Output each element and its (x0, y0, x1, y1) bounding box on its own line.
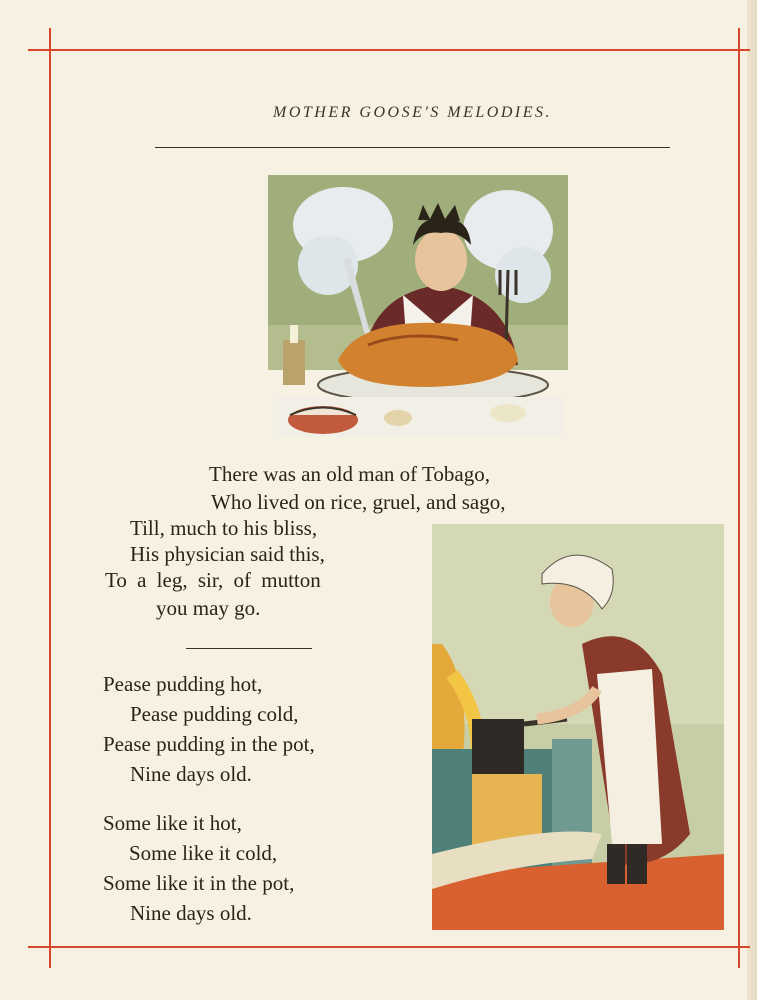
verse1-line1: There was an old man of Tobago, (209, 462, 490, 486)
border-left (49, 28, 51, 968)
illustration-old-man-carving (268, 175, 568, 445)
verse2-line1: Pease pudding hot, (103, 672, 263, 696)
section-divider (186, 648, 312, 649)
verse1-line6: you may go. (156, 596, 261, 620)
verse3-line1: Some like it hot, (103, 811, 242, 835)
verse1-line5: To a leg, sir, of mutton (105, 568, 321, 592)
verse3-line2: Some like it cold, (129, 841, 278, 865)
verse3-line3: Some like it in the pot, (103, 871, 295, 895)
border-right (738, 28, 740, 968)
verse2-line2: Pease pudding cold, (130, 702, 299, 726)
page-edge (747, 0, 757, 1000)
header-rule (155, 147, 670, 148)
illustration-woman-cooking (432, 524, 724, 930)
verse1-line4: His physician said this, (130, 542, 325, 566)
border-bottom (28, 946, 750, 948)
verse2-line3: Pease pudding in the pot, (103, 732, 315, 756)
verse1-line2: Who lived on rice, gruel, and sago, (211, 490, 506, 514)
verse1-line3: Till, much to his bliss, (130, 516, 318, 540)
verse3-line4: Nine days old. (130, 901, 252, 925)
border-top (28, 49, 750, 51)
verse2-line4: Nine days old. (130, 762, 252, 786)
page-header: MOTHER GOOSE'S MELODIES. (273, 104, 552, 121)
